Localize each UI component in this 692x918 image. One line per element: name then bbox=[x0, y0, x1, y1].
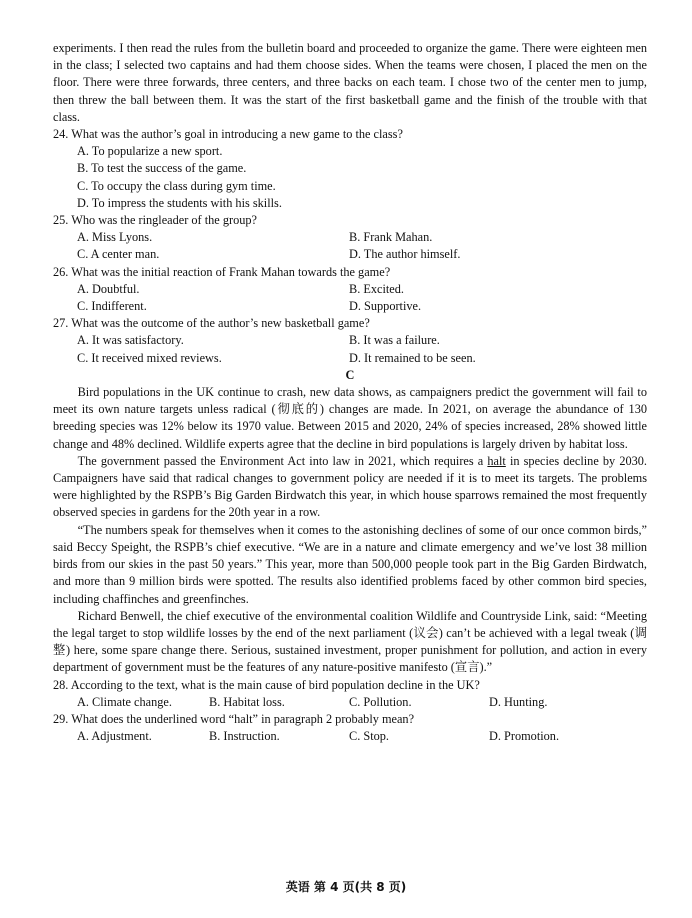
passage-c-paragraph-3: “The numbers speak for themselves when it comes to the astonishing declines of some of our once common birds,” said Beccy Speight, the RSPB’s chief executive. “We are in a nature and climate emergency and we’ve lost 38 million birds from our skies in the past 50 years.” This year, more than 500,000 people took part in the Big Garden Birdwatch, and more than 9 million birds were spotted. The results also identified problems faced by other common bird species, including chaffinches and greenfinches. bbox=[53, 522, 647, 606]
passage-c-paragraph-2 bbox=[53, 453, 647, 522]
page-content bbox=[53, 40, 647, 745]
option-d: D. To impress the students with his skills. bbox=[77, 195, 282, 210]
option-c: C. It received mixed reviews. bbox=[77, 350, 222, 365]
option-b: B. It was a failure. bbox=[349, 333, 440, 348]
question-stem: 29. What does the underlined word “halt” in paragraph 2 probably mean? bbox=[53, 711, 415, 726]
paragraph-text: in species decline by 2030. Campaigners have said that radical changes to government policy are needed if it is to meet its targets. The problems were highlighted by the RSPB’s Big Garden Birdwatch this year, in which house sparrows remained the most frequently observed species in gardens for the 20th year in a row. bbox=[53, 453, 647, 520]
option-b: B. To test the success of the game. bbox=[77, 161, 247, 176]
option-a: A. It was satisfactory. bbox=[77, 333, 184, 348]
option-c: C. To occupy the class during gym time. bbox=[77, 178, 276, 193]
question-stem: 28. According to the text, what is the main cause of bird population decline in the UK? bbox=[53, 677, 480, 692]
option-b: B. Frank Mahan. bbox=[349, 230, 433, 245]
option-c: C. A center man. bbox=[77, 247, 160, 262]
option-b: B. Instruction. bbox=[209, 729, 280, 744]
passage-c-paragraph-4: Richard Benwell, the chief executive of the environmental coalition Wildlife and Countryside Link, said: “Meeting the legal target to stop wildlife losses by the end of the next parliament (议会) can’t be achieved with a legal tweak (调整) here, some spare change there. Serious, sustained investment, proper punishment for pollution, and action in every department of government must be the features of any nature-positive manifesto (宣言).” bbox=[53, 608, 647, 675]
page-footer: 英语 第 4 页(共 8 页) bbox=[285, 880, 407, 894]
option-c: C. Stop. bbox=[349, 729, 389, 744]
question-stem: 24. What was the author’s goal in introducing a new game to the class? bbox=[53, 127, 403, 142]
option-b: B. Habitat loss. bbox=[209, 694, 285, 709]
question-25 bbox=[53, 212, 647, 264]
passage-b-ending: experiments. I then read the rules from the bulletin board and proceeded to organize the game. There were eighteen men in the class; I selected two captains and had them choose sides. When the teams were chosen, I placed the men on the floor. There were three forwards, three centers, and three backs on each team. I chose two of the center men to jump, then threw the ball between them. It was the start of the first basketball game and the finish of the trouble with that class. bbox=[53, 41, 647, 124]
question-stem: 25. Who was the ringleader of the group? bbox=[53, 213, 257, 228]
paragraph-text: The government passed the Environment Act into law in 2021, which requires a bbox=[77, 453, 488, 468]
option-d: D. It remained to be seen. bbox=[349, 350, 476, 365]
question-stem: 27. What was the outcome of the author’s new basketball game? bbox=[53, 316, 370, 331]
question-29 bbox=[53, 711, 647, 745]
question-26 bbox=[53, 264, 647, 316]
option-d: D. Supportive. bbox=[349, 299, 422, 314]
option-c: C. Indifferent. bbox=[77, 299, 147, 314]
option-a: A. Doubtful. bbox=[77, 281, 140, 296]
option-d: D. Hunting. bbox=[489, 694, 548, 709]
question-28 bbox=[53, 677, 647, 711]
option-a: A. Miss Lyons. bbox=[77, 230, 153, 245]
option-a: A. Adjustment. bbox=[77, 729, 152, 744]
option-d: D. Promotion. bbox=[489, 729, 560, 744]
passage-c-paragraph-1: Bird populations in the UK continue to crash, new data shows, as campaigners predict the government will fail to meet its own nature targets unless radical (彻底的) changes are made. In 2021, on average the abundance of 130 breeding species was 12% below its 1970 value. Between 2015 and 2020, 24% of species increased, 28% showed little change and 48% declined. Wildlife experts agree that the decline in bird populations is largely driven by habitat loss. bbox=[53, 385, 647, 451]
option-d: D. The author himself. bbox=[349, 247, 461, 262]
question-stem: 26. What was the initial reaction of Frank Mahan towards the game? bbox=[53, 264, 391, 279]
option-a: A. To popularize a new sport. bbox=[77, 144, 223, 159]
option-c: C. Pollution. bbox=[349, 694, 412, 709]
question-24 bbox=[53, 126, 647, 212]
option-a: A. Climate change. bbox=[77, 694, 172, 709]
option-b: B. Excited. bbox=[349, 281, 404, 296]
section-c-heading: C bbox=[345, 367, 355, 382]
question-27 bbox=[53, 315, 647, 367]
underlined-word: halt bbox=[487, 453, 506, 468]
